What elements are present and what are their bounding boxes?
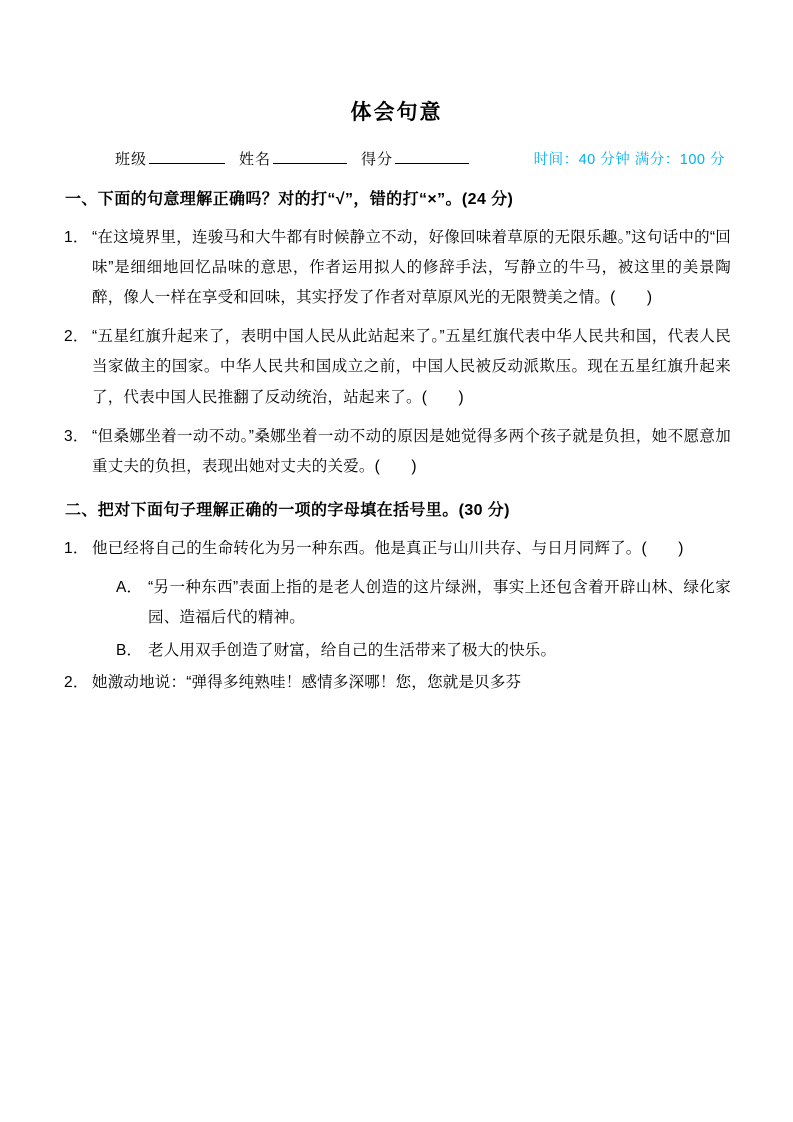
section-heading-1: 一、下面的句意理解正确吗？对的打“√”，错的打“×”。(24 分) — [65, 191, 514, 208]
question-number: 3． — [64, 427, 89, 445]
exam-meta: 时间：40 分钟 满分：100 分 — [533, 152, 725, 168]
class-input-blank[interactable] — [149, 149, 225, 164]
question-text: “但桑娜坐着一动不动。”桑娜坐着一动不动的原因是她觉得多两个孩子就是负担，她不愿意加重丈夫的负担，表现出她对丈夫的关爱。( ) — [92, 427, 731, 476]
option-item[interactable] — [62, 636, 731, 666]
question-number: 1． — [64, 228, 89, 246]
option-text: 老人用双手创造了财富，给自己的生活带来了极大的快乐。 — [148, 641, 557, 659]
score-input-blank[interactable] — [395, 149, 469, 164]
question-text: “在这境界里，连骏马和大牛都有时候静立不动，好像回味着草原的无限乐趣。”这句话中的“回味”是细细地回忆品味的意思，作者运用拟人的修辞手法，写静立的牛马，被这里的美景陶醉，像人一样在享受和回味，其实抒发了作者对草原风光的无限赞美之情。( ) — [92, 228, 731, 307]
question-item — [62, 668, 731, 698]
option-mark: A． — [116, 579, 143, 597]
question-number: 1． — [64, 539, 89, 557]
question-text: “五星红旗升起来了，表明中国人民从此站起来了。”五星红旗代表中华人民共和国，代表人民当家做主的国家。中华人民共和国成立之前，中国人民被反动派欺压。现在五星红旗升起来了，代表中国人民推翻了反动统治，站起来了。( ) — [92, 328, 731, 406]
option-mark: B． — [116, 641, 143, 659]
question-text: 她激动地说：“弹得多纯熟哇！感情多深哪！您，您就是贝多芬 — [92, 673, 522, 691]
question-number: 2． — [64, 673, 89, 691]
option-text: “另一种东西”表面上指的是老人创造的这片绿洲，事实上还包含着开辟山林、绿化家园、造福后代的精神。 — [148, 579, 731, 627]
score-field[interactable] — [361, 148, 469, 169]
class-label: 班级 — [115, 151, 148, 168]
section-heading-2: 二、把对下面句子理解正确的一项的字母填在括号里。(30 分) — [65, 502, 510, 520]
class-field[interactable] — [115, 148, 225, 169]
name-input-blank[interactable] — [273, 149, 347, 164]
question-item — [62, 223, 731, 314]
score-label: 得分 — [361, 151, 394, 168]
question-item — [62, 322, 731, 413]
question-item — [62, 534, 731, 564]
option-item[interactable] — [62, 573, 731, 633]
name-label: 姓名 — [239, 151, 272, 168]
page-title: 体会句意 — [350, 101, 443, 124]
question-item — [62, 422, 731, 482]
question-text: 他已经将自己的生命转化为另一种东西。他是真正与山川共存、与日月同辉了。( ) — [92, 539, 684, 557]
question-number: 2． — [64, 328, 89, 346]
student-info-row — [62, 148, 731, 169]
name-field[interactable] — [239, 148, 347, 169]
